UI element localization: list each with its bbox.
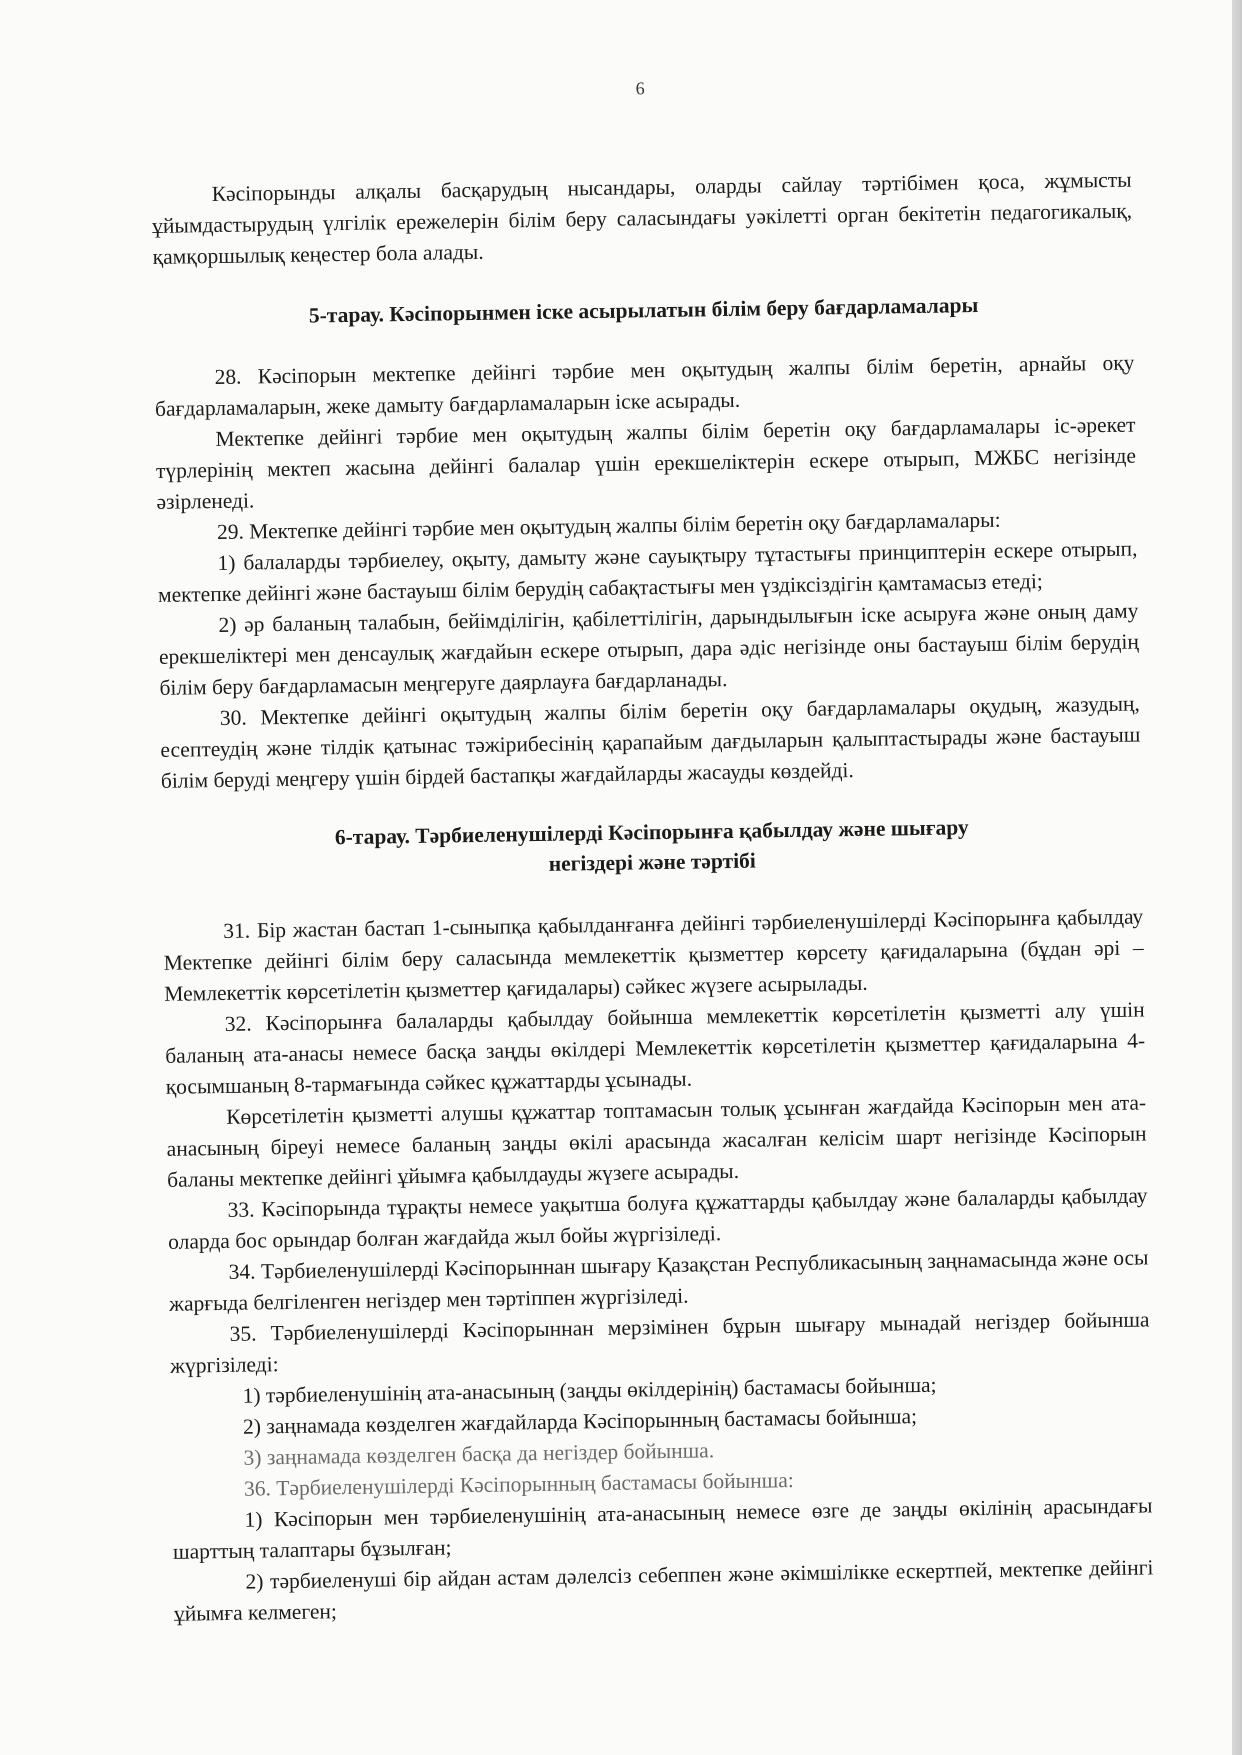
paragraph-28-continued: Мектепке дейінгі тәрбие мен оқытудың жалпы білім беретін оқу бағдарламалары іс-әрекет түрлерінің мектеп жасына дейінгі балалар үшін ерекшеліктерін ескере отырып, МЖБС негізінде әзірленеді.: [155, 412, 1137, 514]
paragraph-31: 31. Бір жастан бастап 1-сыныпқа қабылданғанға дейінгі тәрбиеленушілерді Кәсіпорынға қабылдау Мектепке дейінгі білім беру саласында мемлекеттік қызметтер көрсету қағидаларына (бұдан әрі – Мемлекеттік көрсетілетін қызметтер қағидалары) сәйкес жүзеге асырылады.: [163, 904, 1144, 1006]
paragraph-29-item-1: 1) балаларды тәрбиелеу, оқыту, дамыту және сауықтыру тұтастығы принциптерін ескере отырып, мектепке дейінгі және бастауыш білім берудің сабақтастығы мен үздіксіздігін қамтамасыз етеді;: [157, 536, 1138, 607]
section-6-heading-line-1: 6-тарау. Тәрбиеленушілерді Кәсіпорынға қабылдау және шығару: [334, 815, 969, 850]
page-edge: [1232, 0, 1242, 1755]
paragraph-36: 36. Тәрбиеленушілерді Кәсіпорынның бастамасы бойынша:: [243, 1468, 794, 1501]
paragraph-30: 30. Мектепке дейінгі оқытудың жалпы білім беретін оқу бағдарламалары оқудың, жазудың, есептеудің және тілдік қатынас тәжірибесінің қарапайым дағдыларын қалыптастырады және бастауыш білім беруді меңгеру үшін бірдей бастапқы жағдайларды жасауды көздейді.: [160, 691, 1141, 793]
paragraph-29: 29. Мектепке дейінгі тәрбие мен оқытудың жалпы білім беретін оқу бағдарламалары:: [216, 507, 1001, 545]
paragraph-35-item-1: 1) тәрбиеленушінің ата-анасының (заңды өкілдерінің) бастамасы бойынша;: [242, 1372, 937, 1408]
section-6-heading-line-2: негіздері және тәртібі: [548, 848, 756, 876]
paragraph-28: 28. Кәсіпорын мектепке дейінгі тәрбие мен оқытудың жалпы білім беретін, арнайы оқу бағдарламаларын, жеке дамыту бағдарламаларын іске асырады.: [154, 350, 1135, 421]
intro-paragraph: Кәсіпорынды алқалы басқарудың нысандары, оларды сайлау тәртібімен қоса, жұмысты ұйымдастырудың үлгілік ережелерін білім беру саласындағы уәкілетті орган бекітетін педагогикалық, қамқоршылық кеңестер бола алады.: [152, 167, 1133, 269]
section-5-heading: 5-тарау. Кәсіпорынмен іске асырылатын білім беру бағдарламалары: [308, 293, 979, 328]
paragraph-32: 32. Кәсіпорынға балаларды қабылдау бойынша мемлекеттік көрсетілетін қызметті алу үшін баланың ата-анасы немесе басқа заңды өкілдері Мемлекеттік көрсетілетін қызметтер қағидаларына 4-қосымшаның 8-тармағында сәйкес құжаттарды ұсынады.: [165, 997, 1146, 1099]
section-6-heading: [162, 810, 1143, 885]
paragraph-36-item-2: 2) тәрбиеленуші бір айдан астам дәлелсіз себеппен және әкімшілікке ескертпей, мектепке дейінгі ұйымға келмеген;: [173, 1555, 1154, 1626]
paragraph-35-item-3: 3) заңнамада көзделген басқа да негіздер бойынша.: [243, 1438, 715, 1470]
paragraph-36-item-1: 1) Кәсіпорын мен тәрбиеленушінің ата-анасының немесе өзге де заңды өкілінің арасындағы шарттың талаптары бұзылған;: [172, 1493, 1153, 1564]
paragraph-29-item-2: 2) әр баланың талабын, бейімділігін, қабілеттілігін, дарындылығын іске асыруға және оның даму ерекшеліктері мен денсаулық жағдайын ескере отырып, дара әдіс негізінде оны бастауыш білім берудің білім беру бағдарламасын меңгеруге даярлауға бағдарланады.: [158, 598, 1140, 700]
paragraph-34: 34. Тәрбиеленушілерді Кәсіпорыннан шығару Қазақстан Республикасының заңнамасында және осы жарғыда белгіленген негіздер мен тәртіппен жүргізіледі.: [168, 1245, 1149, 1316]
document-body: [150, 71, 1154, 1630]
page-number: 6: [635, 78, 645, 99]
paragraph-32-continued: Көрсетілетін қызметті алушы құжаттар топтамасын толық ұсынған жағдайда Кәсіпорын мен ата-анасының біреуі немесе баланың заңды өкілі арасында жасалған келісім шарт негізінде Кәсіпорын баланы мектепке дейінгі ұйымға қабылдауды жүзеге асырады.: [166, 1090, 1147, 1192]
paragraph-33: 33. Кәсіпорында тұрақты немесе уақытша болуға құжаттарды қабылдау және балаларды қабылдау оларда бос орындар болған жағдайда жыл бойы жүргізіледі.: [167, 1183, 1148, 1254]
paragraph-35-item-2: 2) заңнамада көзделген жағдайларда Кәсіпорынның бастамасы бойынша;: [242, 1404, 918, 1439]
paragraph-35: 35. Тәрбиеленушілерді Кәсіпорыннан мерзімінен бұрын шығару мынадай негіздер бойынша жүргізіледі:: [169, 1307, 1150, 1378]
